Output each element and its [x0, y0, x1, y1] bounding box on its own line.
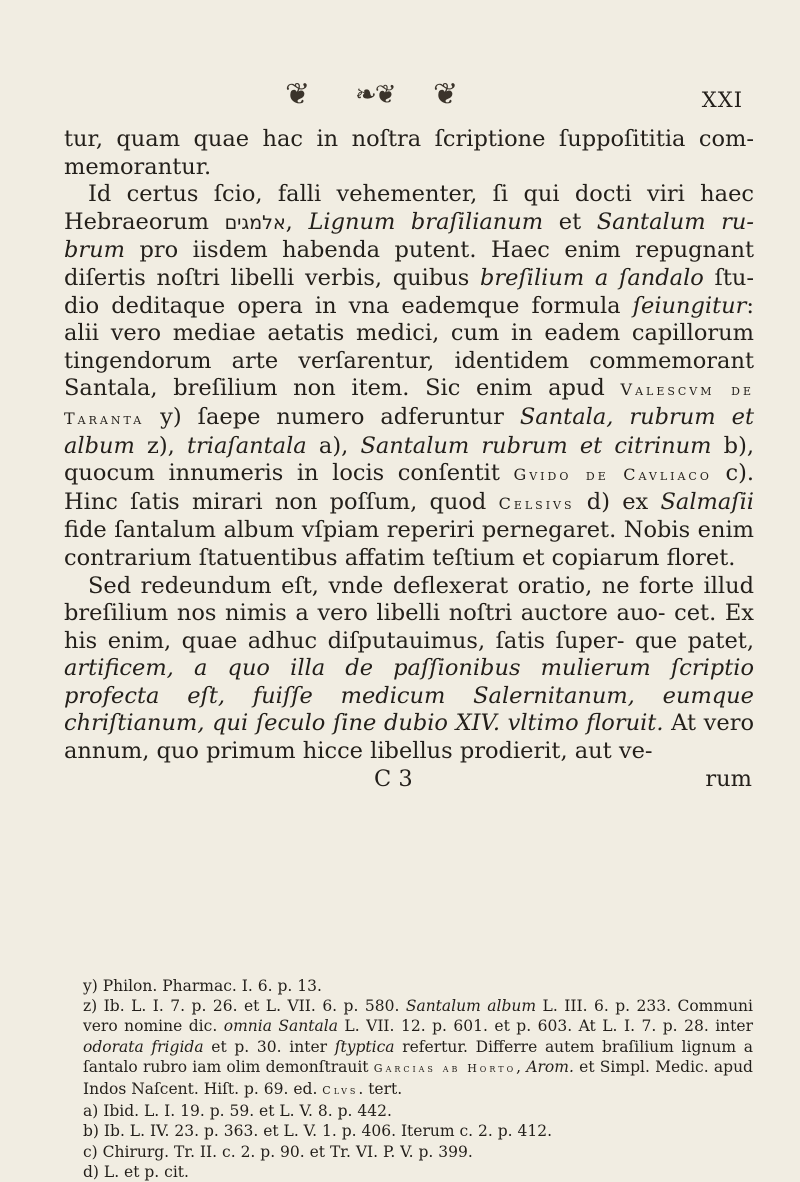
footnote-c: c) Chirurg. Tr. II. c. 2. p. 90. et Tr. VI. P. V. p. 399.	[83, 1142, 473, 1161]
paragraph-2: Id certus ſcio, falli vehementer, ſi qui docti viri haec Hebraeorum אלמגים, Lignum braſilianum et Santalum ru- brum pro iisdem habenda putent. Haec enim repugnant diſertis noſtri libelli verbis, quibus breſilium a ſandalo ſtu- dio deditaque opera in vna eademque formula ſeiungitur: alii vero mediae aetatis medici, cum in eadem capillorum tingendorum arte verſarentur, identidem commemorant Santala, breſilium non item. Sic enim apud Valescvm de Taranta y) ſaepe numero adferuntur Santala, rubrum et album z), triaſantala a), Santalum rubrum et citrinum b), quocum innumeris in locis conſentit Gvido de Cavliaco c). Hinc ſatis mirari non poſſum, quod Celsivs d) ex Salmaſii fide ſantalum album vſpiam reperiri pernegaret. Nobis enim contrarium ſtatuentibus affatim teſtium et copiarum floret.	[64, 181, 754, 571]
footnotes	[83, 976, 753, 1182]
paragraph-1: tur, quam quae hac in noſtra ſcriptione ſuppoſititia com- memorantur.	[64, 126, 754, 180]
page-header	[0, 77, 800, 120]
catchword: rum	[705, 765, 752, 792]
author-name: Valescvm de Taranta	[64, 380, 754, 428]
ornament-left-icon: ❦	[285, 77, 311, 112]
signature-mark: C 3	[374, 765, 413, 792]
footnote-b: b) Ib. L. IV. 23. p. 363. et L. V. 1. p. 406. Iterum c. 2. p. 412.	[83, 1122, 553, 1141]
ornament-right-icon: ❦	[433, 77, 459, 112]
footnote-a: a) Ibid. L. I. 19. p. 59. et L. V. 8. p. 442.	[83, 1102, 392, 1121]
footnote-d: d) L. et p. cit.	[83, 1162, 189, 1181]
footnote-z: z) Ib. L. I. 7. p. 26. et L. VII. 6. p. 580. Santalum album L. III. 6. p. 233. Communi vero nomine dic. omnia Santala L. VII. 12. p. 601. et p. 603. At L. I. 7. p. 28. inter odorata frigida et p. 30. inter ſtyptica refertur. Differre autem braſilium lignum a ſantalo rubro iam olim demonſtrauit Garcias ab Horto, Arom. et Simpl. Medic. apud Indos Naſcent. Hiſt. p. 69. ed. Clvs. tert.	[83, 997, 753, 1099]
paragraph-3: Sed redeundum eſt, vnde deflexerat oratio, ne forte illud breſilium nos nimis a vero libelli noſtri auctore auo- cet. Ex his enim, quae adhuc diſputauimus, ſatis ſuper- que patet, artificem, a quo illa de paſſionibus mulierum ſcriptio profecta eſt, fuiſſe medicum Salernitanum, eumque chriſtianum, qui ſeculo ſine dubio XIV. vltimo floruit. At vero annum, quo primum hicce libellus prodierit, aut ve-	[64, 572, 754, 765]
ornament-center-icon: ❧❦	[355, 80, 395, 110]
page-number: XXI	[701, 88, 743, 112]
main-text	[64, 126, 754, 793]
footnote-y: y) Philon. Pharmac. I. 6. p. 13.	[83, 977, 322, 995]
hebrew-word: אלמגים	[224, 211, 286, 234]
signature-line	[64, 766, 754, 794]
author-name: Gvido de Cavliaco	[513, 465, 712, 485]
author-name: Celsivs	[498, 493, 575, 513]
